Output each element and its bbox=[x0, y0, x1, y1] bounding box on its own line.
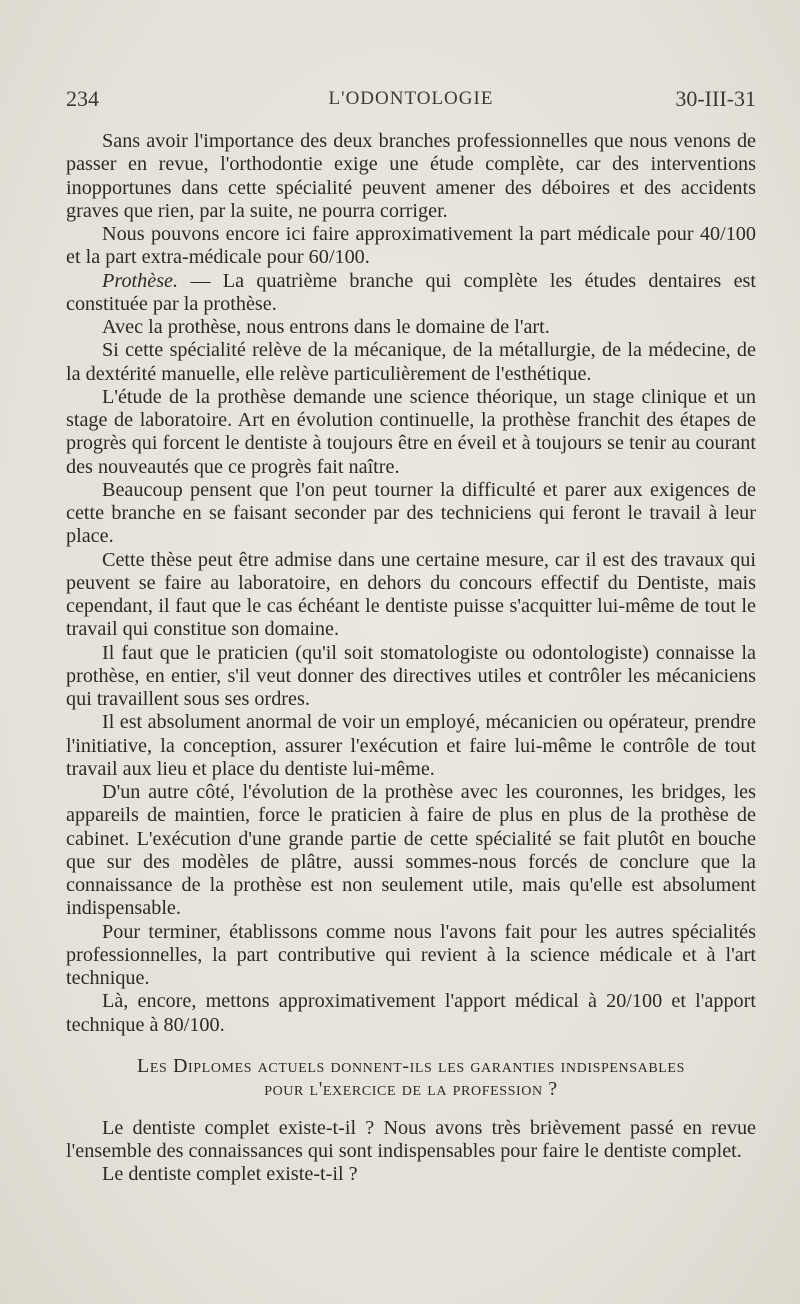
paragraph: Il faut que le praticien (qu'il soit stomatologiste ou odontologiste) connaisse la prothèse, en entier, s'il veut donner des directives utiles et contrôler les mécaniciens qui travaillent sous ses ordres. bbox=[66, 641, 756, 710]
paragraph: Cette thèse peut être admise dans une certaine mesure, car il est des travaux qui peuvent se faire au laboratoire, en dehors du concours effectif du Dentiste, mais cependant, il faut que le cas échéant le dentiste puisse s'acquitter lui-même de tout le travail qui constitue son domaine. bbox=[66, 548, 756, 641]
issue-date: 30-III-31 bbox=[675, 86, 756, 111]
paragraph: Le dentiste complet existe-t-il ? bbox=[102, 1163, 358, 1186]
paragraph: Là, encore, mettons approximativement l'apport médical à 20/100 et l'apport technique à 80/100. bbox=[66, 990, 756, 1036]
section-heading bbox=[66, 1055, 756, 1101]
paragraph: Le dentiste complet existe-t-il ? Nous avons très brièvement passé en revue l'ensemble des connaissances qui sont indispensables pour faire le dentiste complet. bbox=[66, 1116, 756, 1162]
paragraph: Sans avoir l'importance des deux branches professionnelles que nous venons de passer en revue, l'orthodontie exige une étude complète, car des interventions inopportunes dans cette spécialité peuvent amener des déboires et des accidents graves que rien, par la suite, ne pourra corriger. bbox=[66, 130, 756, 222]
section-heading-line-1: Les Diplomes actuels donnent-ils les garanties indispensables bbox=[137, 1054, 685, 1077]
paragraph: Si cette spécialité relève de la mécanique, de la métallurgie, de la médecine, de la dextérité manuelle, elle relève particulièrement de l'esthétique. bbox=[66, 339, 756, 385]
paragraph: Il est absolument anormal de voir un employé, mécanicien ou opérateur, prendre l'initiative, la conception, assurer l'exécution et faire lui-même le contrôle de tout travail aux lieu et place du dentiste lui-même. bbox=[66, 711, 756, 780]
section-heading-line-2: pour l'exercice de la profession ? bbox=[264, 1077, 558, 1100]
paragraph: D'un autre côté, l'évolution de la prothèse avec les couronnes, les bridges, les appareils de maintien, force le praticien à faire de plus en plus de la prothèse de cabinet. L'exécution d'une grande partie de cette spécialité se fait plutôt en bouche que sur des modèles de plâtre, aussi sommes-nous forcés de conclure que la connaissance de la prothèse est non seulement utile, mais qu'elle est absolument indispensable. bbox=[66, 781, 756, 920]
paragraph: Pour terminer, établissons comme nous l'avons fait pour les autres spécialités professionnelles, la part contributive qui revient à la science médicale et à l'art technique. bbox=[66, 920, 756, 989]
paragraph-prothese bbox=[66, 270, 756, 317]
body-text bbox=[66, 130, 756, 1187]
run-in-title: Prothèse. bbox=[102, 269, 179, 292]
paragraph: Avec la prothèse, nous entrons dans le domaine de l'art. bbox=[102, 316, 550, 338]
page-number: 234 bbox=[66, 86, 99, 111]
paragraph: Beaucoup pensent que l'on peut tourner la difficulté et parer aux exigences de cette branche en se faisant seconder par des techniciens qui feront le travail à leur place. bbox=[66, 478, 756, 548]
paragraph: L'étude de la prothèse demande une science théorique, un stage clinique et un stage de laboratoire. Art en évolution continuelle, la prothèse franchit des étapes de progrès qui forcent le dentiste à toujours être en éveil et à toujours se tenir au courant des nouveautés que ce progrès fait naître. bbox=[66, 385, 756, 478]
running-header bbox=[66, 86, 756, 116]
paragraph-text: — La quatrième branche qui complète les études dentaires est constituée par la prothèse. bbox=[66, 269, 756, 315]
journal-title: L'ODONTOLOGIE bbox=[328, 88, 494, 109]
paragraph: Nous pouvons encore ici faire approximativement la part médicale pour 40/100 et la part extra-médicale pour 60/100. bbox=[66, 223, 756, 269]
